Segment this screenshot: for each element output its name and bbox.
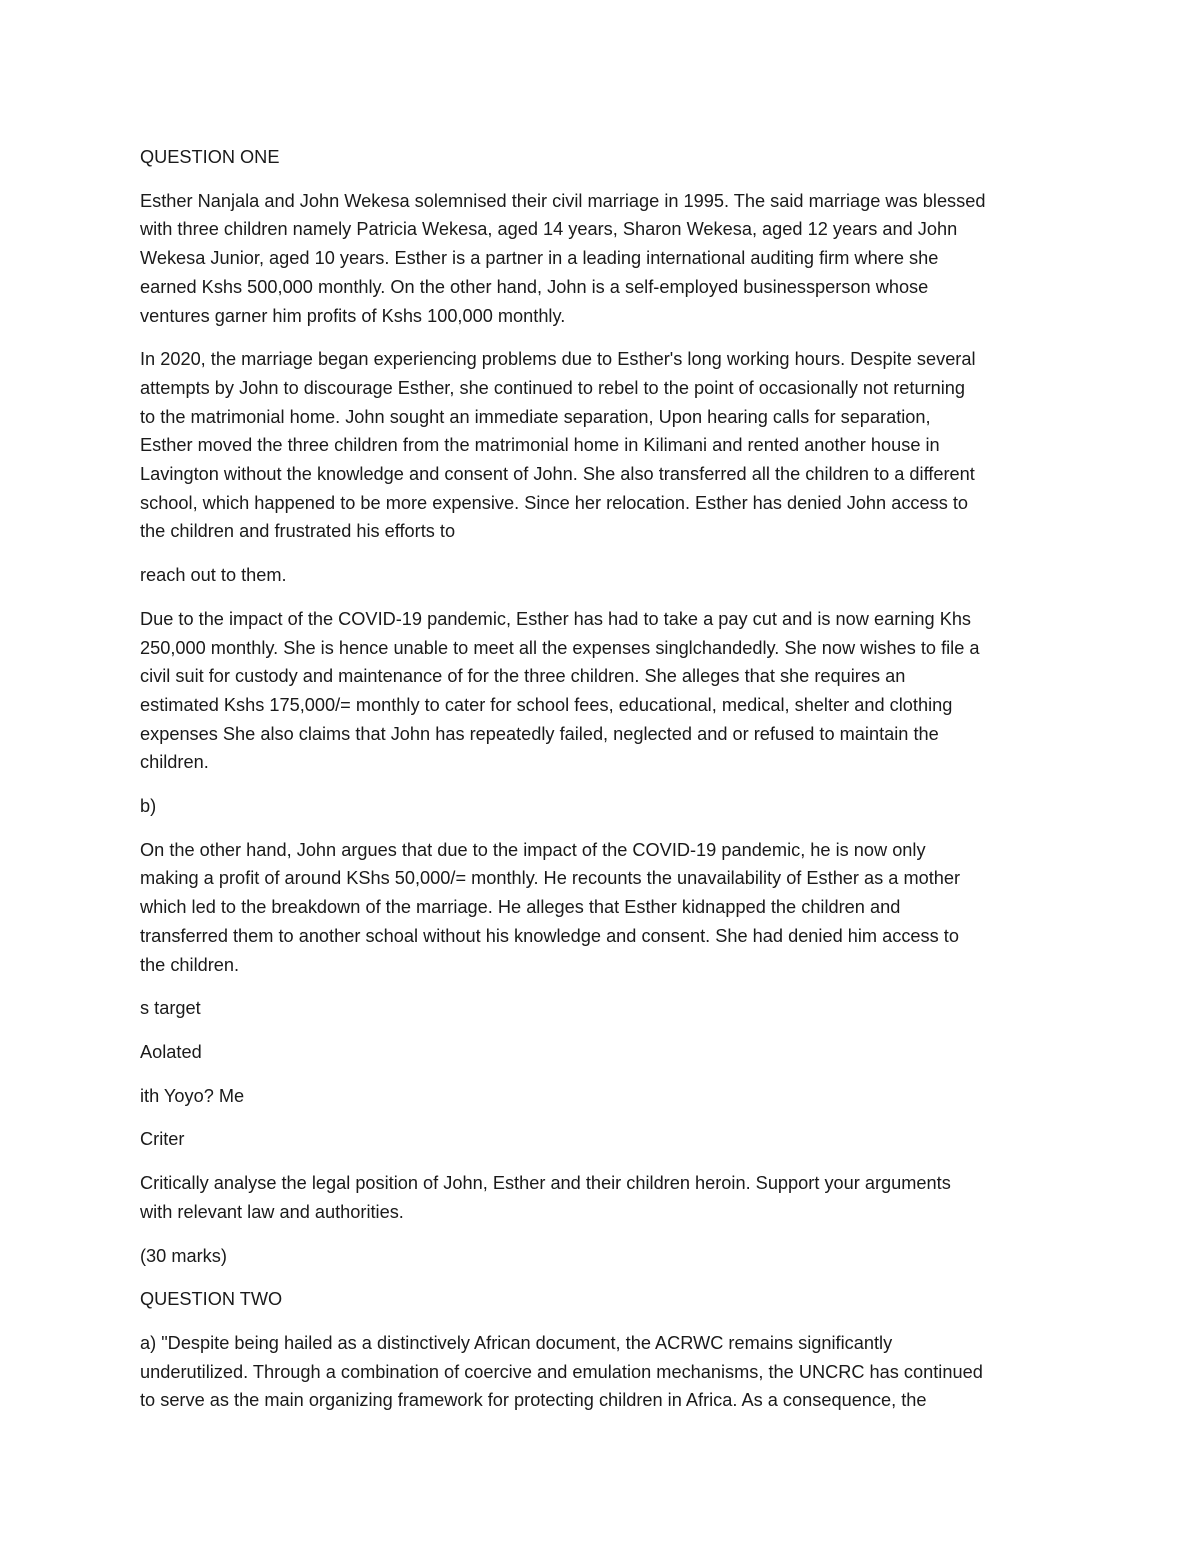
heading-question-two: QUESTION TWO [140, 1289, 283, 1310]
text-line: with three children namely Patricia Wekesa, aged 14 years, Sharon Wekesa, aged 12 years and John [140, 219, 958, 240]
text-line: 250,000 monthly. She is hence unable to meet all the expenses singlchandedly. She now wishes to file a [140, 637, 980, 658]
paragraph-marriage-problems [140, 345, 1070, 546]
text-line: the children and frustrated his efforts to [140, 521, 456, 542]
paragraph-label-b: b) [140, 796, 157, 817]
text-line: Esther Nanjala and John Wekesa solemnised their civil marriage in 1995. The said marriage was blessed [140, 190, 986, 211]
text-line: making a profit of around KShs 50,000/= monthly. He recounts the unavailability of Esther as a mother [140, 868, 961, 889]
text-line: expenses She also claims that John has repeatedly failed, neglected and or refused to maintain the [140, 723, 939, 744]
text-line: children. [140, 752, 209, 773]
text-line: school, which happened to be more expensive. Since her relocation. Esther has denied John access to [140, 492, 969, 513]
paragraph-john-argument [140, 836, 1070, 980]
text-line: Lavington without the knowledge and consent of John. She also transferred all the children to a different [140, 464, 975, 485]
text-line: civil suit for custody and maintenance of for the three children. She alleges that she requires an [140, 666, 906, 687]
text-line: transferred them to another schoal without his knowledge and consent. She had denied him access to [140, 925, 959, 946]
paragraph-marriage-background [140, 187, 1070, 331]
text-fragment: ith Yoyo? Me [140, 1085, 245, 1106]
text-line: a) "Despite being hailed as a distinctively African document, the ACRWC remains significantly [140, 1332, 893, 1353]
text-line: to serve as the main organizing framework for protecting children in Africa. As a consequence, the [140, 1390, 927, 1411]
text-line: estimated Kshs 175,000/= monthly to cater for school fees, educational, medical, shelter and clothing [140, 694, 953, 715]
paragraph-task-instruction [140, 1169, 1070, 1226]
text-fragment: s target [140, 998, 201, 1019]
heading-question-one: QUESTION ONE [140, 147, 280, 167]
paragraph-covid-impact-esther [140, 605, 1070, 777]
text-line: with relevant law and authorities. [140, 1201, 404, 1222]
document-body [140, 143, 1070, 1430]
text-line: On the other hand, John argues that due to the impact of the COVID-19 pandemic, he is now only [140, 839, 926, 860]
text-line: to the matrimonial home. John sought an immediate separation, Upon hearing calls for separation, [140, 406, 931, 427]
text-line: which led to the breakdown of the marriage. He alleges that Esther kidnapped the children and [140, 897, 901, 918]
text-line: In 2020, the marriage began experiencing problems due to Esther's long working hours. Despite several [140, 349, 976, 370]
text-line: Esther moved the three children from the matrimonial home in Kilimani and rented another house in [140, 435, 940, 456]
paragraph-continuation: reach out to them. [140, 565, 287, 586]
text-line: underutilized. Through a combination of coercive and emulation mechanisms, the UNCRC has continued [140, 1361, 983, 1382]
marks-label: (30 marks) [140, 1245, 227, 1266]
text-line: the children. [140, 954, 240, 975]
text-line: Due to the impact of the COVID-19 pandemic, Esther has had to take a pay cut and is now earning Khs [140, 608, 972, 629]
text-fragment: Criter [140, 1129, 185, 1150]
text-line: Critically analyse the legal position of John, Esther and their children heroin. Support your arguments [140, 1173, 951, 1194]
text-line: ventures garner him profits of Kshs 100,000 monthly. [140, 305, 566, 326]
paragraph-acrwc-quote [140, 1329, 1070, 1415]
text-fragment: Aolated [140, 1041, 202, 1062]
text-line: earned Kshs 500,000 monthly. On the other hand, John is a self-employed businessperson whose [140, 276, 929, 297]
text-line: Wekesa Junior, aged 10 years. Esther is a partner in a leading international auditing firm where she [140, 248, 939, 269]
text-line: attempts by John to discourage Esther, she continued to rebel to the point of occasionally not returning [140, 377, 966, 398]
